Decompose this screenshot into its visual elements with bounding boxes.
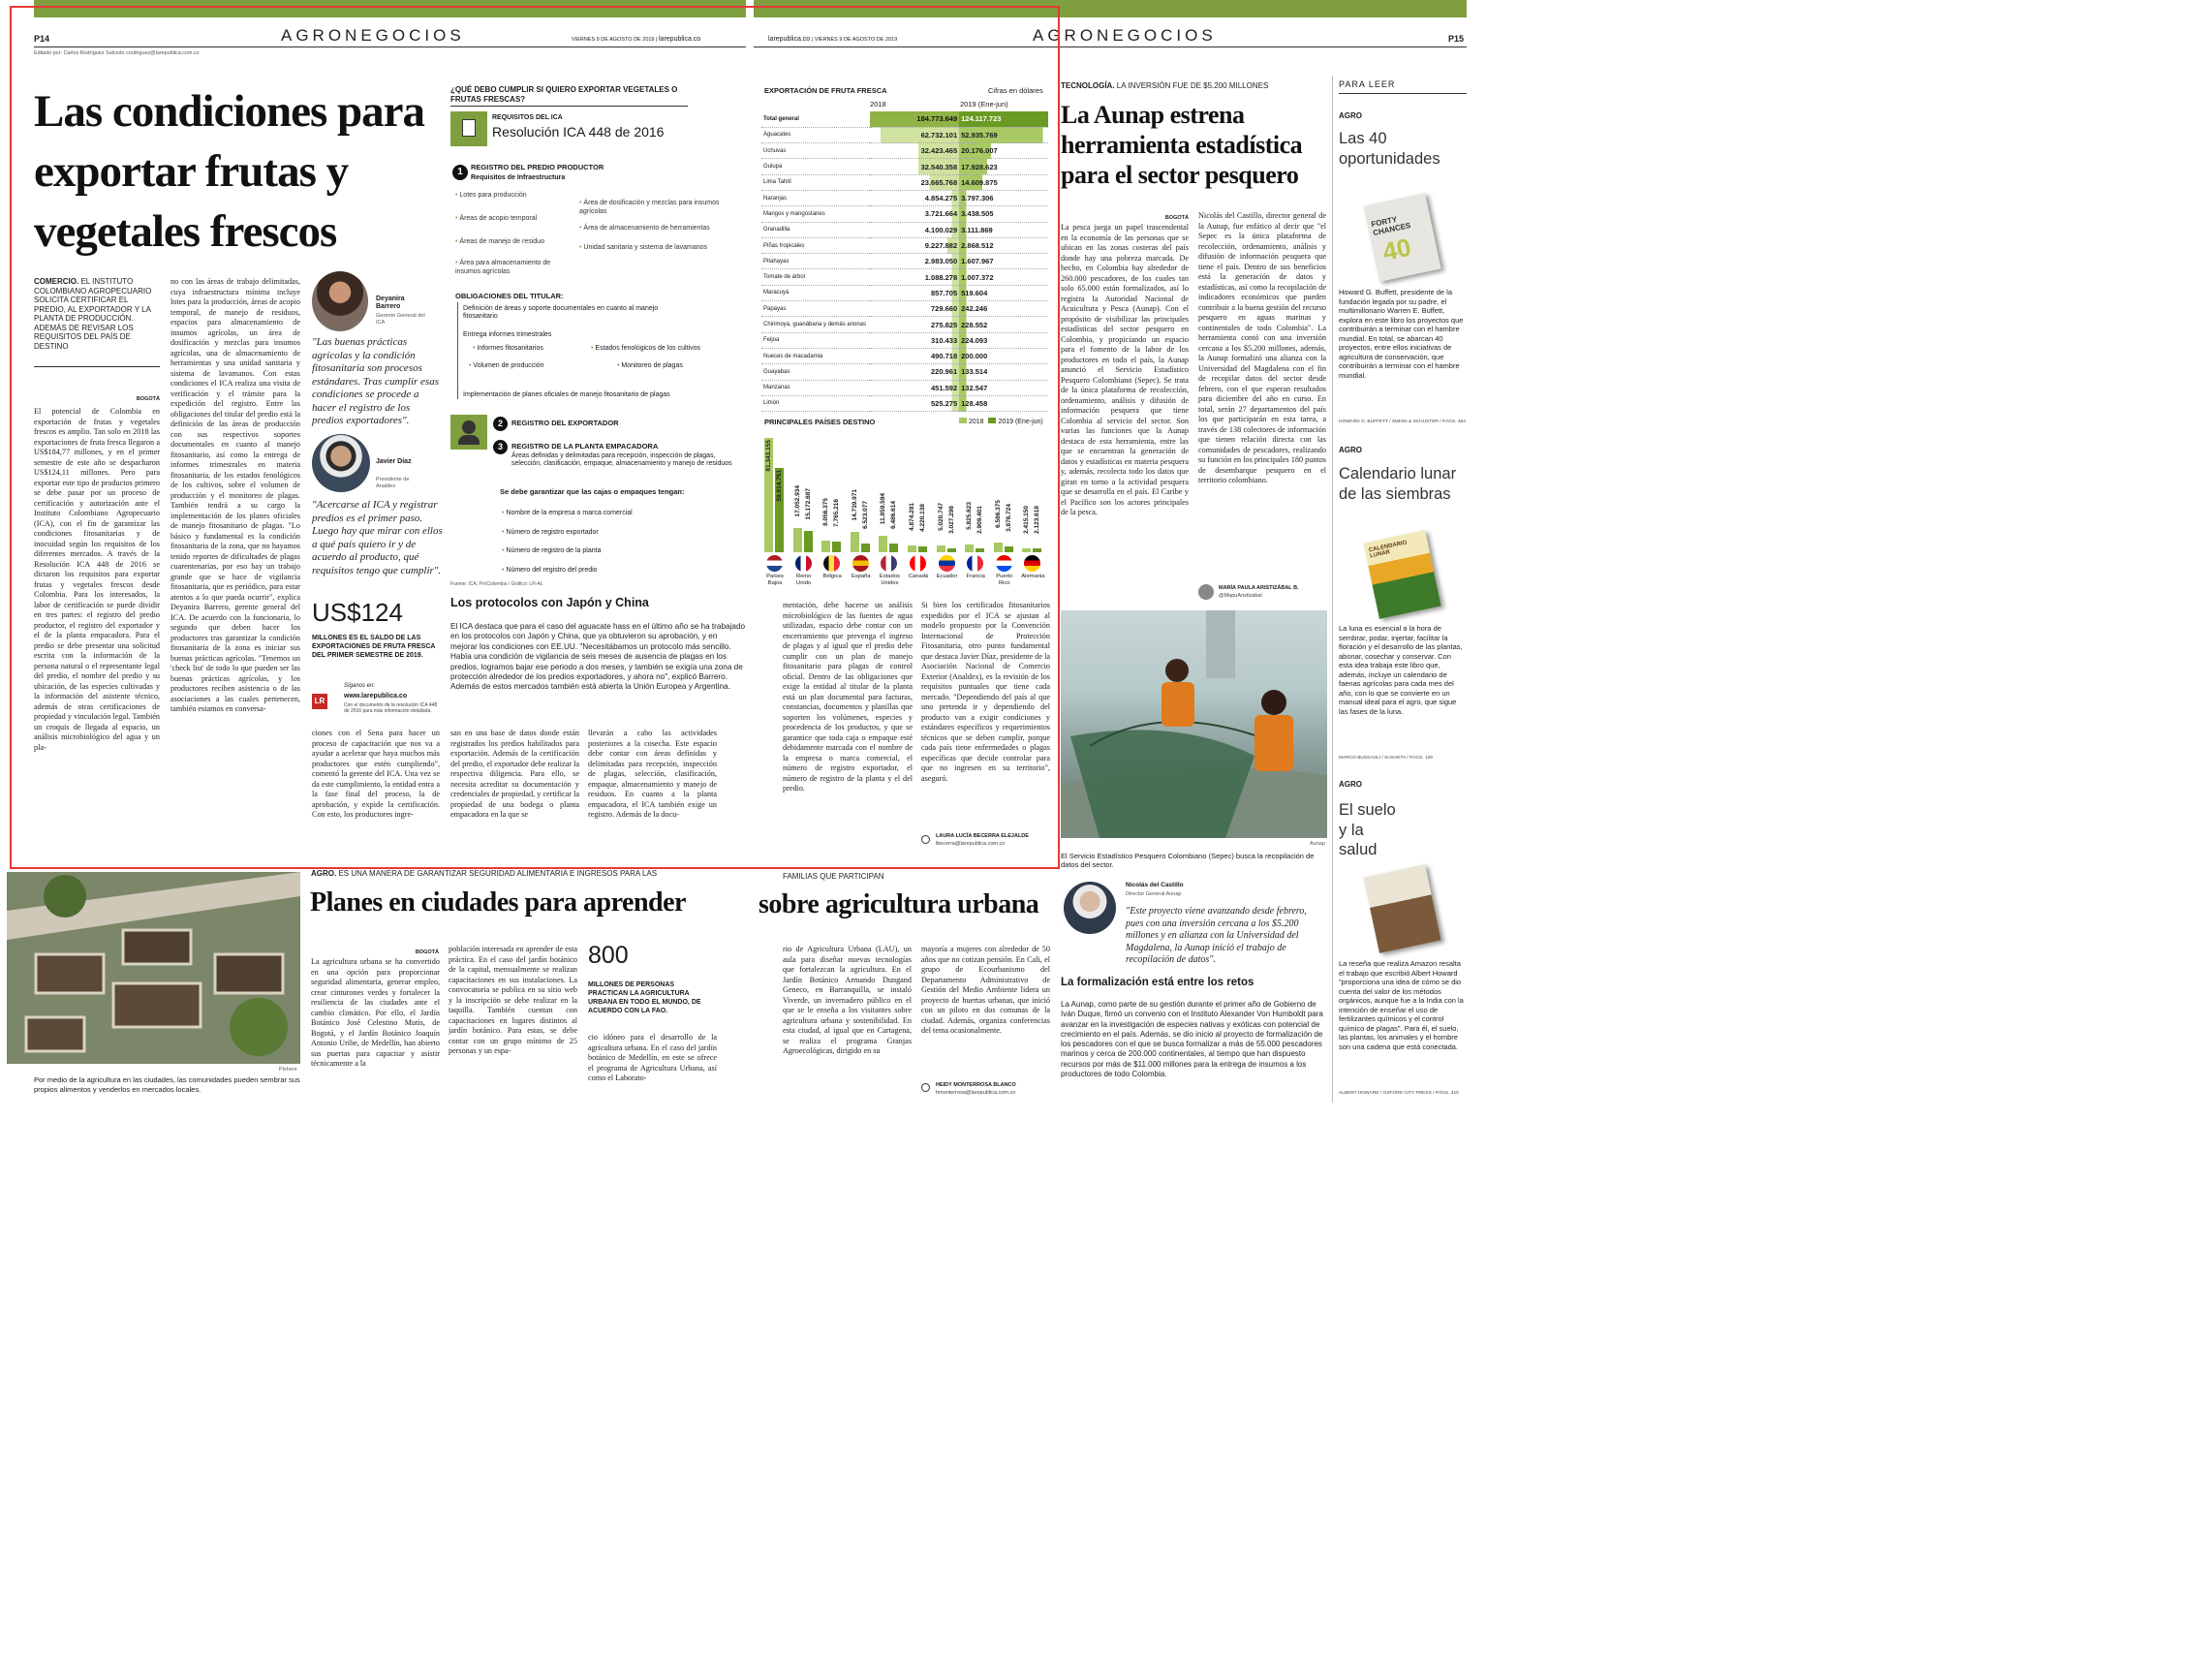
person1-role: Gerente General del ICA [376,313,425,326]
bottom-dateline: BOGOTÁ [415,949,439,955]
fruit-2018: 4.100.029 [870,222,959,237]
right-quote: "Este proyecto viene avanzando desde febrero, pues con una inversión cercana a los $5.200 millones y en alianza con la Universidad del Magdalena, la Aunap inició el trabajo de recopilación de datos". [1126,906,1307,965]
infra-right-0: Área de dosificación y mezclas para insumos agrícolas [579,200,720,215]
fruit-name: Chirimoya, guanábana y demás anonas [761,317,870,332]
country-label: Reino Unido [796,574,812,586]
fruit-2018: 310.433 [870,332,959,348]
left-headline: Las condiciones para exportar frutas y vegetales frescos [34,86,425,257]
book3-text: La reseña que realiza Amazon resalta el trabajo que escribió Albert Howard "proporciona una idea de cómo se dio cuenta del valor de los métodos orgánicos, aunque fue a la India con la intención de enseñar el uso de fertilizantes químicos y el control químico de plagas". Para él, el suelo, las plantas, los animales y el hombre son una cadena que está conectada. [1339,959,1464,1051]
selection-frame [10,6,1060,869]
book2-title: Calendario lunar de las siembras [1339,465,1457,503]
right-subhead: La formalización está entre los retos [1061,977,1254,988]
fruit-name: Mangos y mangostanes [761,206,870,222]
fruit-name: Guayabas [761,364,870,380]
left-dateline: BOGOTÁ [136,396,160,402]
fruit-name: Maracuyá [761,285,870,300]
oblig-2b: • Estados fenológicos de los cultivos [591,345,700,352]
pack-item-1: Número de registro exportador [506,528,599,536]
right-site: larepublica.co [768,36,811,43]
cont-col1: mentación, debe hacerse un análisis microbiológico de las fuentes de agua utilizadas, espacio debe contar con un encerramiento que prevenga el ingreso de plagas y al igual que el predio debe cumplir con un plan de manejo fitosanitario para plagas de control oficial. Dentro de las obligaciones que exige la entidad al titular de la planta está un plan documental para facturas, constancias, documentos y planillas que soporten los volúmenes, especies y procedencia de los productos, y que se garantice que toda caja o empaque esté debidamente marcada con el nombre de la empresa o marca comercial, el número de registro exportador, el número de registro de la planta y el del predio. [783,601,913,793]
cont-byline-mail: lbecerra@larepublica.com.co [936,841,1006,847]
bar-label-2018: 5.825.623 [966,501,974,530]
pack-item: • Número de registro exportador [502,528,599,536]
lr-logo: LR [312,694,327,709]
bottom-mid-byline-mail: hmonterrosa@larepublica.com.co [936,1090,1016,1096]
oblig-2d-text: Monitoreo de plagas [621,362,683,369]
oblig-3: Implementación de planes oficiales de manejo fitosanitario de plagas [463,391,670,398]
person2-name: Javier Díaz [376,458,412,465]
follow-url[interactable]: www.larepublica.co [344,693,408,700]
bottom-col2: población interesada en aprender de esta práctica. En el caso del jardín botánico de la capital, mensualmente se realizan capacitaciones en sus instalaciones. La convocatoria se publica en su sitio web y la inscripción se debe realizar en la taquilla. También cuentan con capacitaciones en lugares distintos al jardín botánico. Para estas, se debe contar con un grupo mínimo de 25 personas y un espa- [449,945,577,1055]
right-col2: Nicolás del Castillo, director general de la Aunap, fue enfático al decir que "el Sepec es la única plataforma de recolección, ordenamiento, análisis y difusión de información pesquera que tiene el país. Dentro de sus beneficios está la generación de datos y estadísticas, así como la recopilación de indicadores económicos que pueden contribuir a la buena gestión del recurso pesquero en aguas marinas y continentales de todo Colombia". La herramienta contó con una inversión cercana a los $5.200 millones, además, la Aunap formalizó una alianza con la Universidad del Magdalena con el fin de recopilar datos del sector desde febrero, con el que esperan resultados para diciembre del año en curso. En total, serán 27 departamentos del país los que participarán en esta tarea, a través de 138 colectores de información que tienen relación directa con las comunidades de pescadores, realizando su función en los principales 180 puntos de desembarque pesquero en el territorio colombiano. [1198,211,1326,484]
fruit-2018: 220.961 [870,364,959,380]
left-editor: Editado por: Carlos Rodríguez Salcedo crodriguez@larepublica.com.co [34,50,200,56]
fruit-table-unit: Cifras en dólares [988,86,1043,95]
fruit-col-2019: 2019 (Ene-jun) [960,100,1008,109]
infra-left-2: Áreas de manejo de residuo [459,238,544,245]
chart-title: PRINCIPALES PAÍSES DESTINO [764,418,876,426]
oblig-2c-text: Volumen de producción [473,362,544,369]
left-col2: no con las áreas de trabajo delimitadas, cuya infraestructura mínima incluye lotes para la producción, áreas de acopio temporal, de manejo de residuos, espacios para almacenamiento de insumos agrícolas, un área de dosificación y mezclas para insumos agrícolas, una de almacenamiento de herramientas y una unidad sanitaria y sistema de lavamanos. Con estas condiciones el ICA realiza una visita de verificación y el trámite para la expedición del registro. Entre las obligaciones del titular del predio está la definición de las áreas de producción con sus respectivos soportes documentales en cuanto al manejo fitosanitario, así como la entrega de informes trimestrales en materia fitosanitaria, de los estados fenológicos de los cultivos, sobre el volumen de producción y el monitoreo de plagas. También tendrá a su cargo la implementación de los planes oficiales de manejo fitosanitario de plagas. "Lo básico y fundamental es la condición fitosanitaria de la zona, que no hayamos tenido reportes de dificultades de plagas cuarentenarias, por eso hay un trabajo grande que se hace de vigilancia fitosanitaria, que es periódico, para estar atentos a lo que pueda ocurrir", explica Deyanira Barrero, gerente general del ICA. De acuerdo con la funcionaria, lo segundo que deben hacer los productores tras garantizar la condición fitosanitaria de la zona es iniciar sus buenas prácticas agrícolas. "Tenemos un 'check list' de todo lo que pueden ser las buenas prácticas agrícolas, y los productores reciben asistencia o de las asociaciones a las cuales pertenecen, también estamos en conversa- [170,277,300,713]
bar-label-2019: 6.486.614 [890,500,898,529]
bar-label-2018: 5.020.747 [937,502,945,531]
bar-label-2019: 2.123.618 [1034,506,1041,534]
step2-title: REGISTRO DEL EXPORTADOR [511,419,619,427]
stat-text: MILLONES ES EL SALDO DE LAS EXPORTACIONES DE FRUTA FRESCA DEL PRIMER SEMESTRE DE 2019. [312,635,436,659]
bottom-kicker-bold: AGRO. [311,869,337,878]
protocols-subhead: Los protocolos con Japón y China [450,596,649,609]
book2-text: La luna es esencial a la hora de sembrar, podar, injertar, facilitar la floración y el desarrollo de las plantas, abonar, cosechar y conservar. Con esta idea trabaja este libro que, además, incluye un calendario de faenas agrícolas para cada mes del año, con lo que se convierte en un manual ideal para el agro, que sigue las fases de la luna. [1339,624,1463,716]
book2-credit: MARCO BUSSAGLI / SUSAETA / PÁGS. 128 [1339,756,1433,761]
fruit-2018: 525.275 [870,395,959,411]
right-byline-avatar [1198,584,1214,600]
photo-credit: Aunap [1310,841,1325,847]
right-sub-text: La Aunap, como parte de su gestión durante el primer año de Gobierno de Iván Duque, firmó un convenio con el Instituto Alexander Von Humboldt para avanzar en la investigación de especies nativas y exóticas con potencial de crecimiento en el país. Además, se dio inicio al proyecto de formalización de los pescadores con el que se busca formalizar a más de 55.000 pescadores marinos y cerca de 200.000 continentales, al tiempo que han dispuesto recursos por más de $11.000 millones para la entrega de insumos a los productores de todo Colombia. [1061,1000,1323,1079]
para-leer-title: PARA LEER [1339,79,1396,89]
bar-label-2018: 2.415.150 [1023,506,1031,534]
right-byline-handle: @MapuAristizabal [1219,593,1262,599]
fruit-2018: 2.983.050 [870,254,959,269]
country-label: Países Bajos [766,574,784,586]
bar-label-2018: 81.343.155 [765,440,772,472]
quote2: "Acercarse al ICA y registrar predios es el primer paso. Luego hay que mirar con ellos a qué país quiero ir y de acuerdo al producto, qué requisitos tengo que cumplir". [312,499,443,576]
stat-value: US$124 [312,598,403,627]
infra-right-item: • Área de almacenamiento de herramientas [579,225,710,232]
bar-label-2018: 14.739.971 [851,488,858,521]
fruit-2018: 62.732.101 [870,127,959,142]
left-col3: ciones con el Sena para hacer un proceso de capacitación que nos va a ayudar a acelerar que haya muchos más productores que estén cumpliendo", comentó la gerente del ICA. Una vez se da este cumplimiento, la entidad entra a la fase final del proceso, la de aprobación, y expide la certificación. Con esto, los productores ingre- [312,729,440,819]
bottom-headline-right: sobre agricultura urbana [759,889,1039,919]
left-col1: El potencial de Colombia en exportación de frutas y vegetales frescos es amplio. Tan solo en 2018 las exportaciones de fruta fresca llegaron a US$184,77 millones, y en el primer semestre de este año se despacharon US$124,11 millones. Pero para exportar este tipo de productos primero se debe pasar por un proceso de certificación y autorización ante el Instituto Colombiano Agropecuario (ICA), con el fin de garantizar las condiciones fitosanitarias y de inocuidad según los requisitos de los diferentes mercados. A través de la Resolución ICA 448 de 2016 se dictaron los requisitos para exportar frutas y vegetales frescos desde Colombia. Para los interesados, la labor de certificación se puede dividir en tres partes: el registro del predio productor, el registro del exportador y el de la planta empacadora. Para el predio se debe presentar una solicitud escrita con la información de la persona natural o el representante legal del predio, el nombre del predio y su ubicación, de las especies cultivadas y la información del asistente técnico, además de otras certificaciones de propiedad y vinculación legal. También un croquis de llegada al espacio, un análisis microbiológico del agua y un pla- [34,407,160,752]
book3-credit: ALBERT HOWARD / OXFORD CITY PRESS / PÁGS. 310 [1339,1091,1459,1096]
fruit-name: Total general [761,111,870,127]
bottom-kicker [311,869,718,879]
infra-left-item: • Áreas de manejo de residuo [455,238,544,245]
pack-item: • Número del registro del predio [502,566,598,574]
oblig-2: Entrega informes trimestrales [463,331,552,338]
right-person-role: Director General Aunap [1126,891,1182,897]
left-site: larepublica.co [659,36,701,43]
infra-left-item: • Áreas de acopio temporal [455,215,538,222]
follow-note: Con el documento de la resolución ICA 448 de 2016 para más información detallada. [344,702,438,714]
fruit-2019: 519.604 [959,285,1048,300]
fruit-2018: 451.592 [870,380,959,395]
left-kicker-rest: EL INSTITUTO COLOMBIANO AGROPECUARIO SOLICITA CERTIFICAR EL PREDIO, AL EXPORTADOR Y LA PLANTA DE PRODUCCIÓN. ADEMÁS DE REVISAR LOS REQUISITOS DEL PAÍS DE DESTINO [34,277,152,351]
country-label: Bélgica [822,574,842,579]
bar-label-2019: 7.765.216 [833,498,841,527]
book3-title: El suelo y la salud [1339,801,1396,858]
fruit-name: Feijoa [761,332,870,348]
fruit-2018: 23.665.768 [870,174,959,190]
infra-left-1: Áreas de acopio temporal [459,215,538,222]
bar-label-2018: 8.056.375 [822,498,830,527]
pack-item: • Número de registro de la planta [502,547,602,554]
fruit-name: Limón [761,395,870,411]
step3-icon: 3 [493,440,508,454]
infra-left-0: Lotes para producción [459,192,527,199]
left-folio: P14 [34,34,50,44]
info-req-title: Resolución ICA 448 de 2016 [492,124,665,140]
country-label: Francia [966,574,985,579]
urban-garden-photo [7,872,300,1064]
bottom-col1: La agricultura urbana se ha convertido en una opción para proporcionar seguridad alimentaria, generar empleo, crear cinturones verdes y fortalecer la resiliencia de las ciudades ante el cambio climático. Por ello, el Jardín Botánico José Celestino Mutis, de Bogotá, y el Jardín Botánico Joaquín Antonio Uribe, de Medellín, han abierto sus puertas para capacitar y asistir técnicamente a la [311,957,440,1068]
right-headline: La Aunap estrena herramienta estadística para el sector pesquero [1061,101,1303,189]
country-label: Estados Unidos [879,574,900,586]
right-col1: La pesca juega un papel trascendental en la economía de las personas que se ubican en las zonas costeras del país donde hay una pobreza marcada. De hecho, en Colombia hay alrededor de 260.000 pescadores, de los cuales tan solo 65.000 están formalizados, así lo registra la Autoridad Nacional de Acuicultura y Pesca (Aunap). Con el propósito de visibilizar las principales estadísticas del sector pesquero en Colombia, y propiciando un espacio para el fomento de la labor de los productores en todo el país, la Aunap anunció el Servicio Estadístico Pesquero Colombiano (Sepec). Se trata de la única plataforma de recolección, ordenamiento, análisis y difusión de información pesquera que tiene Colombia al servicio del sector. Son varias las funciones que la Aunap destaca de esta herramienta, entre las que se encuentran la generación de datos y estadísticas en materia pesquera y, además, recolecta todo los datos que giran en torno a la actividad pesquera que se desarrolla en el país. El Caribe y el Pacífico son los actores principales de la pesca. [1061,223,1189,516]
country-label: Canadá [908,574,929,579]
fruit-name: Papayas [761,301,870,317]
oblig-2c: • Volumen de producción [469,362,544,369]
fruit-2018: 32.423.465 [870,143,959,159]
right-kicker-rest: LA INVERSIÓN FUE DE $5.200 MILLONES [1116,81,1269,90]
fruit-2018: 729.660 [870,301,959,317]
fruit-2019: 20.176.007 [959,143,1048,159]
book2-cover-text: CALENDARIO LUNAR [1368,540,1408,560]
oblig-2a-text: Informes fitosanitarios [477,345,543,352]
step1-sub: Requisitos de Infraestructura [471,174,566,181]
bottom-col3: cio idóneo para el desarrollo de la agricultura urbana. En el caso del jardín botánico de Medellín, en este se ofrece el programa de Agricultura Urbana, así como el Laborato- [588,1033,717,1082]
country-label: España [851,574,871,579]
oblig-title: OBLIGACIONES DEL TITULAR: [455,292,564,300]
bottom-mid-kicker: FAMILIAS QUE PARTICIPAN [783,872,884,881]
bar-label-2019: 6.523.077 [861,500,869,529]
bottom-stat-text: MILLONES DE PERSONAS PRACTICAN LA AGRICULTURA URBANA EN TODO EL MUNDO, DE ACUERDO CON LA FAO. [588,981,701,1014]
legend-2018-label: 2018 [968,419,984,425]
fruit-2019: 2.868.512 [959,237,1048,253]
garden-illustration [7,872,300,1064]
pack-item-0: Nombre de la empresa o marca comercial [506,510,633,516]
fruit-name: Uchuvas [761,143,870,159]
infra-right-2: Unidad sanitaria y sistema de lavamanos [583,244,708,251]
photo-caption: El Servicio Estadístico Pesquero Colombiano (Sepec) busca la recopilación de datos del sector. [1061,852,1315,869]
infra-left-3: Área para almacenamiento de insumos agrícolas [455,260,551,275]
fruit-2018: 275.825 [870,317,959,332]
bar-label-2019: 2.909.401 [976,505,984,534]
infra-right-item: • Unidad sanitaria y sistema de lavamanos [579,244,708,251]
bottom-mid-col2: mayoría a mujeres con alrededor de 50 años que no cotizan pensión. En Cali, el grupo de Ecourbanismo del Departamento Administrativo de Gestión del Medio Ambiente lidera un proyecto de huertas urbanas, que inició con un piloto en dos comunas de la ciudad. Además, organiza conferencias del tema ocasionalmente. [921,945,1050,1035]
right-dateline: BOGOTÁ [1164,215,1189,221]
fruit-2019: 17.928.623 [959,159,1048,174]
right-kicker [1061,81,1322,91]
step3-title: REGISTRO DE LA PLANTA EMPACADORA [511,442,659,451]
bar-label-2018: 4.874.291 [909,502,915,531]
fruit-2018: 4.854.275 [870,190,959,205]
bar-label-2019: 4.220.138 [919,503,926,532]
book3-tag: AGRO [1339,780,1362,789]
left-kicker-bold: COMERCIO. [34,277,79,286]
bar-label-2019: 3.027.298 [947,505,955,534]
fruit-col-2018: 2018 [870,100,886,109]
fruit-2018: 857.705 [870,285,959,300]
step1-icon: 1 [452,165,468,180]
info-source: Fuente: ICA, ProColombia / Gráfico: LR-AL [450,581,543,587]
garden-caption: Por medio de la agricultura en las ciudades, las comunidades pueden sembrar sus propios alimentos y venderlos en mercados locales. [34,1075,300,1094]
fruit-2019: 1.007.372 [959,269,1048,285]
step2-icon: 2 [493,417,508,431]
right-kicker-bold: TECNOLOGÍA. [1061,81,1115,90]
fruit-name: Nueces de macadamia [761,348,870,363]
bottom-stat-value: 800 [588,942,629,969]
protocols-text: El ICA destaca que para el caso del aguacate hass en el último año se ha trabajado en los protocolos con Japón y China, que ya obtuvieron su aprobación, y en mejorar los condiciones con EE.UU. "Necesitábamos un protocolo más sencillo. Había una condición de vigilancia de seis meses de ausencia de plagas en los predios, logramos bajar ese periodo a dos meses, y también se exigía una zona de protección alrededor de los predios exportadores, y ahora no", explicó Barrero. Además de estos mercados también está abierta la Unión Europea y Argentina. [450,622,746,692]
right-byline: MARÍA PAULA ARISTIZÁBAL B. [1219,585,1299,591]
sidebar-rule [1332,76,1333,1103]
step1-title: REGISTRO DEL PREDIO PRODUCTOR [471,163,604,171]
fruit-2019: 124.117.723 [959,111,1048,127]
book1-credit: HOWARD G. BUFFETT / SIMON & SCHUSTER / PÁGS. 464 [1339,420,1466,424]
fruit-name: Manzanas [761,380,870,395]
bar-label-2019: 15.172.687 [804,487,812,520]
bottom-headline-left: Planes en ciudades para aprender [310,887,686,918]
oblig-2b-text: Estados fenológicos de los cultivos [595,345,700,352]
fruit-name: Tomate de árbol [761,269,870,285]
bottom-mid-byline: HEIDY MONTERROSA BLANCO [936,1082,1016,1088]
fruit-2018: 9.227.882 [870,237,959,253]
oblig-2a: • Informes fitosanitarios [473,345,543,352]
fruit-name: Pitahayas [761,254,870,269]
infra-left-item: • Lotes para producción [455,192,527,199]
bar-label-2019: 3.876.724 [1005,504,1012,533]
pack-item-2: Número de registro de la planta [506,547,602,554]
book2-cover [1347,531,1453,623]
fruit-2019: 3.797.306 [959,190,1048,205]
bar-label-2018: 6.586.375 [994,500,1002,529]
fruit-2019: 1.607.967 [959,254,1048,269]
fruit-2019: 228.552 [959,317,1048,332]
bar-label-2018: 11.859.594 [880,492,887,524]
fruit-2018: 1.088.278 [870,269,959,285]
left-col5: llevarán a cabo las actividades posteriores a la cosecha. Este espacio debe contar con áreas definidas y delimitadas para recepción, inspección de plagas, selección, clasificación, empaque, almacenamiento y manejo de residuos. En cuanto a la planta empacadora, el ICA también exige un registro. Además de la docu- [588,729,717,819]
book3-cover [1347,865,1453,957]
fishermen-photo [1061,610,1327,838]
fruit-name: Lima Tahití [761,174,870,190]
info-title: ¿QUÉ DEBO CUMPLIR SI QUIERO EXPORTAR VEGETALES O FRUTAS FRESCAS? [450,85,688,107]
bottom-mid-envelope-icon [921,1083,930,1092]
follow-label: Síganos en: [344,683,376,689]
fruit-name: Naranjas [761,190,870,205]
fruit-name: Piñas tropicales [761,237,870,253]
fruit-2019: 3.438.505 [959,206,1048,222]
book1-title: Las 40 oportunidades [1339,130,1440,168]
fruit-name: Aguacates [761,127,870,142]
bottom-mid-col1: rio de Agricultura Urbana (LAU), un aula para diseñar nuevas tecnologías que fortalezcan la agricultura. En el Jardín Botánico Armando Dungand Geneco, en Barranquilla, se instaló Viverde, un invernadero público en el que se le enseña a los visitantes sobre agricultura urbana y sostenibilidad. En esta ciudad, al igual que en Cartagena, se realiza el programa Granjas Agroecológicas, dirigido en su [783,945,912,1055]
fruit-2019: 132.547 [959,380,1048,395]
country-label: Alemania [1021,574,1045,579]
fruit-2018: 490.718 [870,348,959,363]
cont-byline: LAURA LUCÍA BECERRA ELEJALDE [936,833,1029,839]
right-site-date: larepublica.co | VIERNES 9 DE AGOSTO DE 2019 [768,36,898,43]
para-leer-rule [1339,93,1467,94]
fruit-2019: 133.514 [959,364,1048,380]
left-date-text: VIERNES 9 DE AGOSTO DE 2019 [572,37,655,43]
fishermen-illustration [1061,610,1327,838]
bottom-kicker-rest: ES UNA MANERA DE GARANTIZAR SEGURIDAD ALIMENTARIA E INGRESOS PARA LAS [338,869,658,878]
book1-cover [1347,194,1453,286]
left-section-title: AGRONEGOCIOS [281,26,465,45]
right-date: VIERNES 9 DE AGOSTO DE 2019 [814,37,898,43]
book1-tag: AGRO [1339,111,1362,120]
person1-name: Deyanira Barrero [376,296,405,310]
book2-tag: AGRO [1339,446,1362,454]
pack-item-3: Número del registro del predio [506,566,598,574]
garden-photo-credit: Pixhere [279,1067,297,1073]
person2-role: Presidente de Analdex [376,477,410,489]
pack-title: Se debe garantizar que las cajas o empaques tengan: [500,487,685,496]
fruit-2019: 128.458 [959,395,1048,411]
fruit-2019: 242.246 [959,301,1048,317]
book1-text: Howard G. Buffett, presidente de la fundación legada por su padre, el multimillonario Warren E. Buffett, explora en este libro los proyectos que contribuirán a terminar con el hambre mundial. En total, se abarcan 40 proyectos, entre ellos iniciativas de agricultura de conservación, que contribuirán a terminar con el hambre mundial. [1339,288,1464,380]
right-section-title: AGRONEGOCIOS [1033,26,1217,45]
fruit-2019: 3.111.869 [959,222,1048,237]
right-person-photo [1064,882,1116,934]
info-req-label: REQUISITOS DEL ICA [492,114,563,121]
bar-label-2019: 59.914.751 [776,470,783,502]
fruit-2019: 200.000 [959,348,1048,363]
country-label: Ecuador [936,574,958,579]
fruit-2018: 3.721.664 [870,206,959,222]
fruit-table-title: EXPORTACIÓN DE FRUTA FRESCA [764,86,887,95]
fruit-name: Gulupa [761,159,870,174]
right-person-name: Nicolás del Castillo [1126,882,1184,888]
legend-2019-label: 2019 (Ene-jun) [998,419,1043,425]
right-folio: P15 [1448,34,1465,44]
infra-left-item: • Área para almacenamiento de insumos agrícolas [455,260,551,275]
cont-col2: Si bien los certificados fitosanitarios expedidos por el ICA se ajustan al modelo propuesto por la Convención Internacional de Protección Fitosanitaria, otro punto fundamental que destaca Javier Díaz, presidente de la Asociación Nacional de Comercio Exterior (Analdex), es la revisión de los requisitos puntuales que tiene cada mercado. "Dependiendo del país al que uno pretenda ir y dependiendo del producto van a exigir condiciones y estándares específicos y requerimientos técnicos que se deben cumplir, porque cada país tiene enfermedades o plagas específicas que decide controlar para que no ingresen en su territorio", aseguró. [921,601,1050,783]
fruit-2019: 52.935.769 [959,127,1048,142]
book1-forty: 40 [1379,232,1414,267]
oblig-1: Definición de áreas y soporte documentales en cuanto al manejo fitosanitario [463,305,659,320]
fruit-2018: 32.540.358 [870,159,959,174]
fruit-2019: 224.093 [959,332,1048,348]
pack-item: • Nombre de la empresa o marca comercial [502,510,633,516]
left-col4: san en una base de datos donde están registrados los predios habilitados para exportación. Además de la certificación del predio, el exportador debe realizar la respectiva diligencia. Para ello, se necesita acreditar su documentación y credenciales de propiedad, y certificar la propiedad de una bodega o planta empacadora en la que se [450,729,579,819]
fruit-2019: 14.609.875 [959,174,1048,190]
quote1: "Las buenas prácticas agrícolas y la condición fitosanitaria son procesos estándares. Tras cumplir esas condiciones se procede a hacer el registro de los predios exportadores". [312,336,439,426]
fruit-name: Granadilla [761,222,870,237]
step3-text: Áreas definidas y delimitadas para recepción, inspección de plagas, selección, clasificación, empaque, almacenamiento y manejo de residuos [511,452,732,467]
oblig-2d: • Monitoreo de plagas [617,362,683,369]
fruit-2018: 184.773.649 [870,111,959,127]
infra-right-1: Área de almacenamiento de herramientas [583,225,710,232]
bar-label-2018: 17.052.934 [793,485,801,517]
left-date: VIERNES 9 DE AGOSTO DE 2019 | larepublica.co [572,36,701,43]
infra-right-item: • Área de dosificación y mezclas para insumos agrícolas [579,200,720,215]
country-label: Puerto Rico [996,574,1013,586]
book1-cover-text: FORTY CHANCES [1370,214,1412,238]
